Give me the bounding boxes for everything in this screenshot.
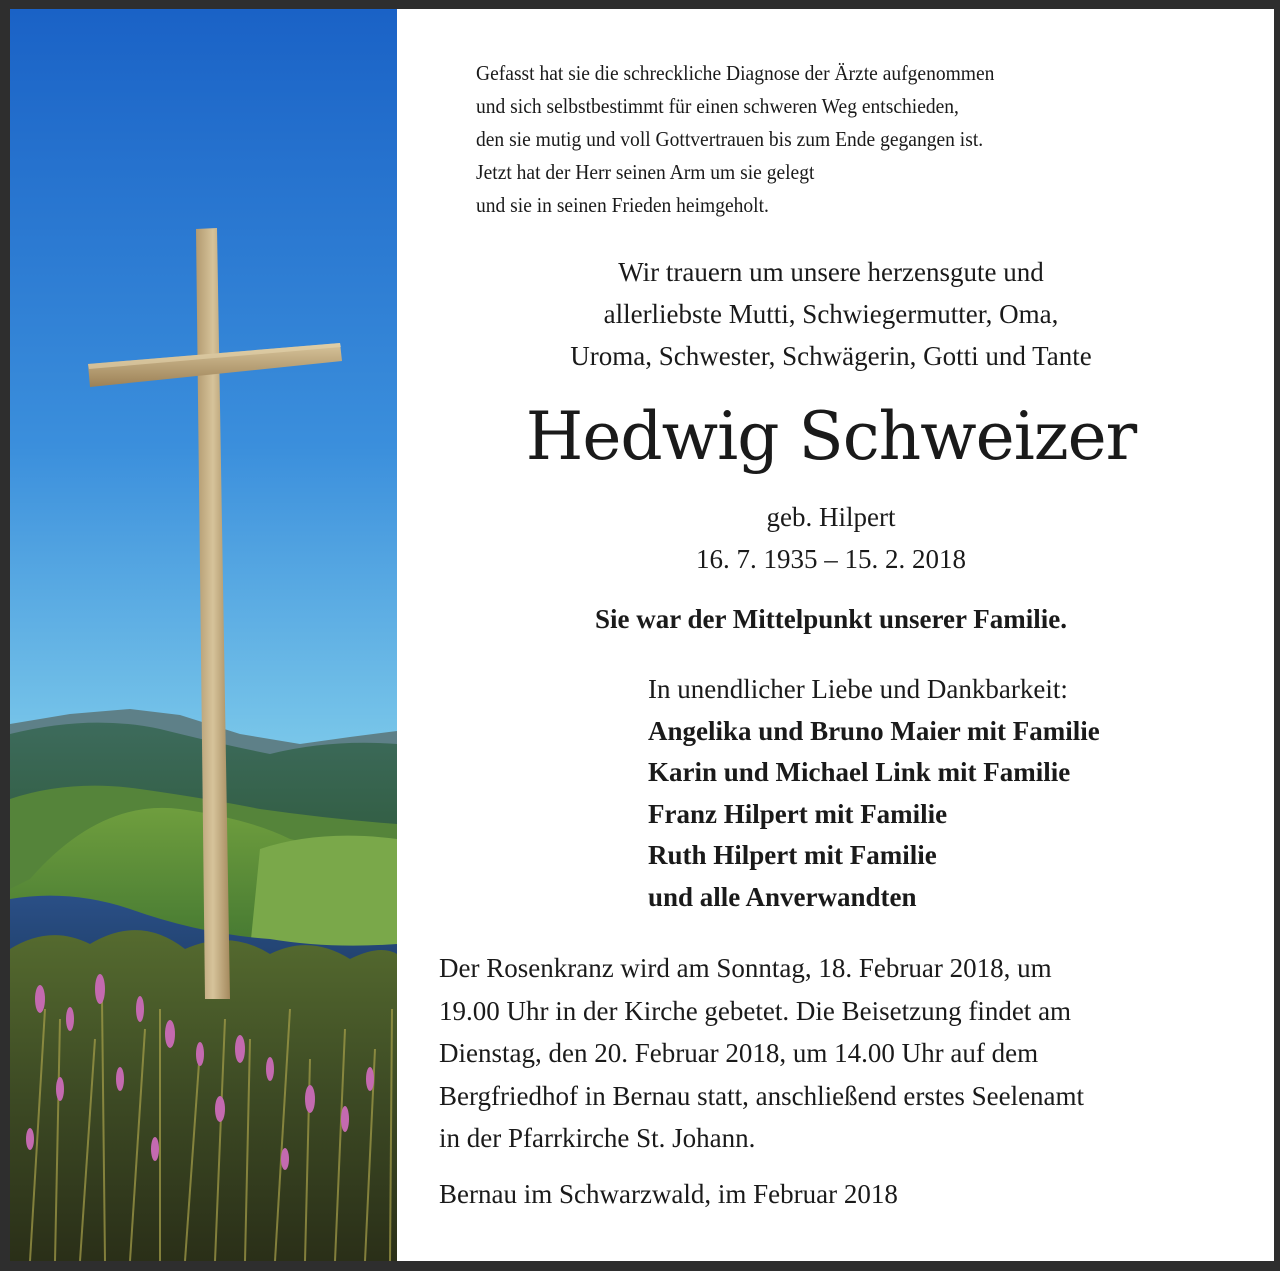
poem-line: den sie mutig und voll Gottvertrauen bis zum Ende gegangen ist. — [476, 127, 984, 151]
deceased-details — [398, 496, 1264, 580]
place-and-date: Bernau im Schwarzwald, im Februar 2018 — [439, 1179, 898, 1209]
poem-line: und sich selbstbestimmt für einen schweren Weg entschieden, — [476, 94, 959, 118]
service-line: Dienstag, den 20. Februar 2018, um 14.00 Uhr auf dem — [439, 1038, 1039, 1068]
service-announcement — [439, 947, 1219, 1160]
service-line: 19.00 Uhr in der Kirche gebetet. Die Beisetzung findet am — [439, 995, 1072, 1026]
motto: Sie war der Mittelpunkt unserer Familie. — [595, 604, 1067, 634]
poem-block — [476, 57, 994, 222]
service-line: in der Pfarrkirche St. Johann. — [439, 1123, 756, 1153]
service-line: Bergfriedhof in Bernau statt, anschließend erstes Seelenamt — [439, 1080, 1085, 1111]
mourner-name: Karin und Michael Link mit Familie — [648, 757, 1071, 787]
mourner-name: und alle Anverwandten — [648, 881, 917, 912]
mourning-intro — [398, 251, 1264, 377]
service-line: Der Rosenkranz wird am Sonntag, 18. Februar 2018, um — [439, 953, 1052, 983]
life-dates: 16. 7. 1935 – 15. 2. 2018 — [696, 544, 966, 574]
mourner-name: Franz Hilpert mit Familie — [648, 798, 948, 829]
mourners-list — [648, 669, 1100, 918]
obituary-text-column — [398, 9, 1274, 1261]
intro-line: Wir trauern um unsere herzensgute und — [618, 257, 1044, 287]
mourners-lead: In unendlicher Liebe und Dankbarkeit: — [648, 674, 1068, 704]
intro-line: allerliebste Mutti, Schwiegermutter, Oma, — [603, 299, 1059, 329]
maiden-name: geb. Hilpert — [766, 502, 896, 532]
poem-line: Jetzt hat der Herr seinen Arm um sie gelegt — [476, 160, 815, 184]
mourner-name: Angelika und Bruno Maier mit Familie — [648, 715, 1100, 746]
deceased-name: Hedwig Schweizer — [525, 398, 1137, 475]
cross-landscape-image — [10, 9, 397, 1261]
mourner-name: Ruth Hilpert mit Familie — [648, 840, 937, 870]
poem-line: Gefasst hat sie die schreckliche Diagnose der Ärzte aufgenommen — [476, 61, 995, 85]
poem-line: und sie in seinen Frieden heimgeholt. — [476, 193, 769, 217]
intro-line: Uroma, Schwester, Schwägerin, Gotti und Tante — [570, 341, 1092, 371]
